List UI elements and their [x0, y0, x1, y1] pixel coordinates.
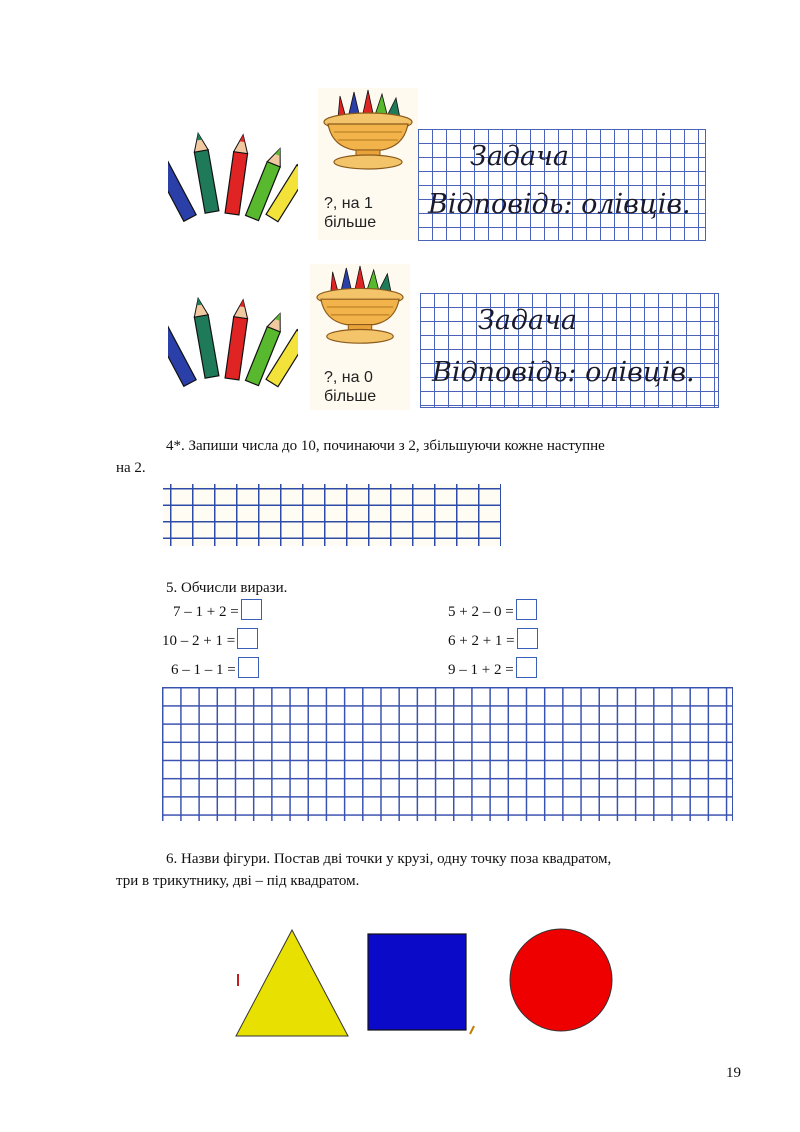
pencils-illustration-2	[168, 295, 298, 390]
expression-row	[448, 599, 537, 621]
answer-box[interactable]	[516, 657, 537, 678]
square-shape[interactable]	[368, 934, 466, 1030]
expression-row	[171, 657, 259, 679]
expression-row	[448, 657, 537, 679]
basket-label-line2: більше	[324, 388, 377, 405]
basket-label-line1: ?, на 0	[324, 369, 373, 386]
answer-note-grid-2	[420, 293, 719, 408]
page-number: 19	[726, 1065, 741, 1081]
shapes-figure	[230, 922, 630, 1042]
expression-row	[162, 628, 258, 650]
answer-box[interactable]	[238, 657, 259, 678]
expression-text: 5 + 2 – 0 =	[448, 604, 514, 620]
task5-title: 5. Обчисли вирази.	[166, 580, 288, 596]
expression-text: 7 – 1 + 2 =	[173, 604, 239, 620]
expression-text: 9 – 1 + 2 =	[448, 662, 514, 678]
answer-note-grid-1	[418, 129, 706, 241]
expression-row	[448, 628, 538, 650]
answer-box[interactable]	[237, 628, 258, 649]
expression-row	[173, 599, 262, 621]
basket-label-line2: більше	[324, 214, 377, 231]
task5-work-grid[interactable]	[162, 687, 733, 821]
task4-text-line1: 4*. Запиши числа до 10, починаючи з 2, збільшуючи кожне наступне	[166, 438, 605, 454]
task6-text-line2: три в трикутнику, дві – під квадратом.	[116, 873, 360, 889]
task4-text-line2: на 2.	[116, 460, 146, 476]
pencils-illustration-1	[168, 130, 298, 225]
expression-text: 6 – 1 – 1 =	[171, 662, 236, 678]
circle-shape[interactable]	[510, 929, 612, 1031]
task6-text-line1: 6. Назви фігури. Постав дві точки у крузі, одну точку поза квадратом,	[166, 851, 612, 867]
triangle-shape[interactable]	[236, 930, 348, 1036]
note-answer[interactable]: Відповідь: олівців.	[428, 189, 691, 220]
note-title[interactable]: Задача	[478, 305, 578, 336]
basket-illustration-2	[310, 264, 410, 352]
answer-box[interactable]	[516, 599, 537, 620]
expression-text: 6 + 2 + 1 =	[448, 633, 515, 649]
basket-panel-1	[318, 88, 418, 240]
task4-answer-strip[interactable]	[163, 484, 501, 546]
basket-label-line1: ?, на 1	[324, 195, 373, 212]
basket-panel-2	[310, 264, 410, 410]
basket-illustration-1	[318, 88, 418, 178]
expression-text: 10 – 2 + 1 =	[162, 633, 236, 649]
note-title[interactable]: Задача	[470, 141, 570, 172]
answer-box[interactable]	[241, 599, 262, 620]
answer-box[interactable]	[517, 628, 538, 649]
note-answer[interactable]: Відповідь: олівців.	[432, 357, 695, 388]
